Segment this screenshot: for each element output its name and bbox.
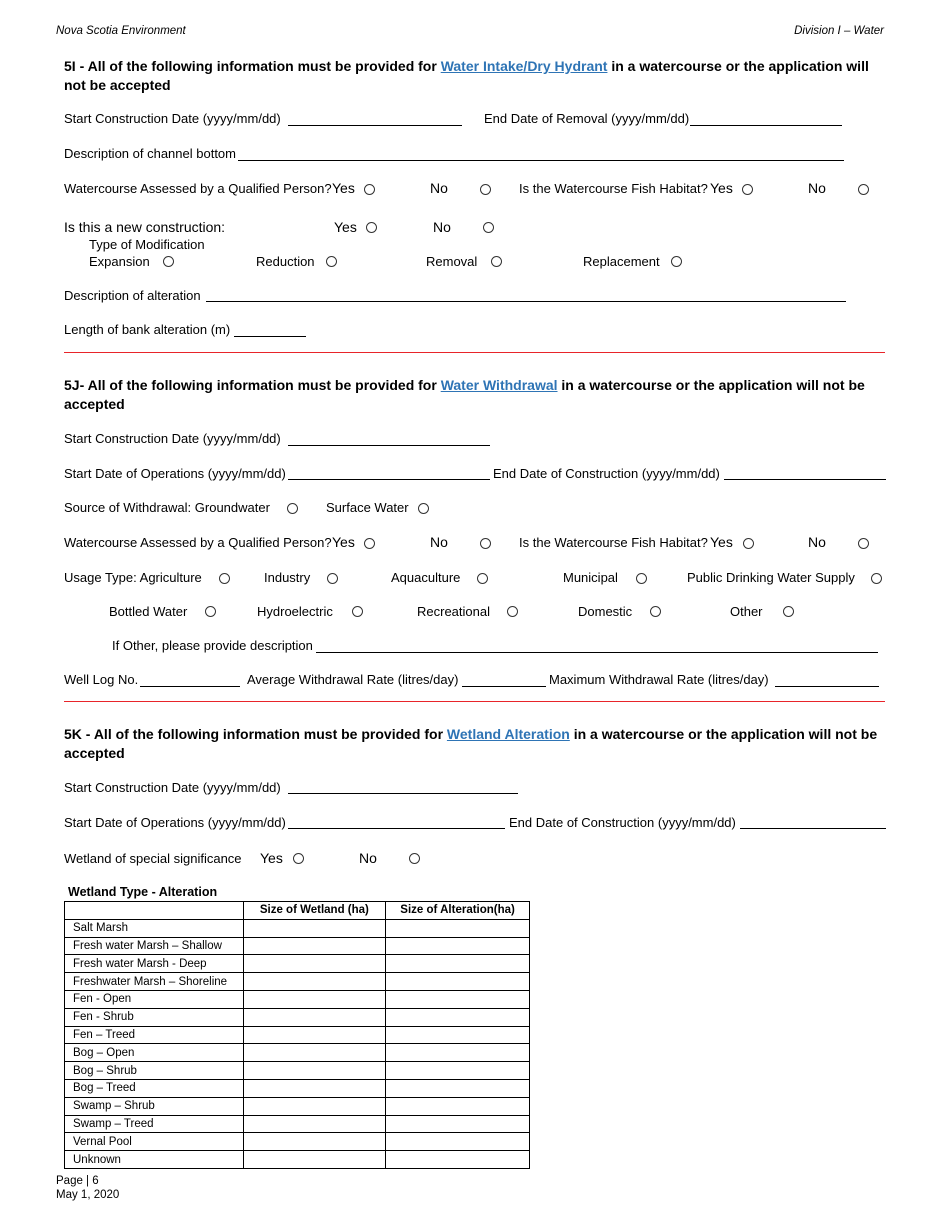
table-row xyxy=(65,955,530,973)
radio-assessed-no[interactable] xyxy=(480,538,491,549)
size-wetland-input[interactable] xyxy=(243,937,386,955)
wetland-table-title: Wetland Type - Alteration xyxy=(68,885,218,899)
wetland-type-cell: Bog – Open xyxy=(65,1044,244,1062)
label-yes: Yes xyxy=(334,219,357,235)
field-avg-rate[interactable] xyxy=(462,686,546,687)
label-end-removal: End Date of Removal (yyyy/mm/dd) xyxy=(484,111,690,126)
size-wetland-input[interactable] xyxy=(243,1026,386,1044)
radio-bottled-water[interactable] xyxy=(205,606,216,617)
size-alteration-input[interactable] xyxy=(386,1026,530,1044)
radio-removal[interactable] xyxy=(491,256,502,267)
wetland-type-cell: Bog – Treed xyxy=(65,1079,244,1097)
size-alteration-input[interactable] xyxy=(386,1115,530,1133)
label-max-rate: Maximum Withdrawal Rate (litres/day) xyxy=(549,672,769,687)
radio-fish-no[interactable] xyxy=(858,184,869,195)
size-alteration-input[interactable] xyxy=(386,1062,530,1080)
field-channel-bottom[interactable] xyxy=(238,160,844,161)
header-cell-blank xyxy=(65,902,244,920)
label-domestic: Domestic xyxy=(578,604,633,619)
field-other-desc[interactable] xyxy=(316,652,878,653)
radio-recreational[interactable] xyxy=(507,606,518,617)
wetland-type-cell: Bog – Shrub xyxy=(65,1062,244,1080)
section-divider xyxy=(64,701,885,702)
field-end-removal[interactable] xyxy=(690,125,842,126)
label-yes: Yes xyxy=(332,534,355,550)
section-5j-title: 5J- All of the following information must be provided for Water Withdrawal in a watercourse or the application will not be accepted xyxy=(64,377,865,412)
size-alteration-input[interactable] xyxy=(386,1151,530,1169)
label-yes: Yes xyxy=(260,850,283,866)
size-alteration-input[interactable] xyxy=(386,937,530,955)
label-yes: Yes xyxy=(710,534,733,550)
size-alteration-input[interactable] xyxy=(386,919,530,937)
label-no: No xyxy=(430,180,448,196)
label-end-construction: End Date of Construction (yyyy/mm/dd) xyxy=(493,466,720,481)
table-row xyxy=(65,990,530,1008)
wetland-type-cell: Swamp – Treed xyxy=(65,1115,244,1133)
radio-surface-water[interactable] xyxy=(418,503,429,514)
radio-domestic[interactable] xyxy=(650,606,661,617)
footer-date: May 1, 2020 xyxy=(56,1189,120,1201)
header-size-alteration: Size of Alteration(ha) xyxy=(386,902,530,920)
radio-industry[interactable] xyxy=(327,573,338,584)
table-row xyxy=(65,1026,530,1044)
label-hydroelectric: Hydroelectric xyxy=(257,604,333,619)
size-wetland-input[interactable] xyxy=(243,1008,386,1026)
size-wetland-input[interactable] xyxy=(243,1097,386,1115)
header-org: Nova Scotia Environment xyxy=(56,25,186,37)
radio-expansion[interactable] xyxy=(163,256,174,267)
table-row xyxy=(65,937,530,955)
radio-fish-no[interactable] xyxy=(858,538,869,549)
size-wetland-input[interactable] xyxy=(243,1115,386,1133)
size-alteration-input[interactable] xyxy=(386,1097,530,1115)
wetland-table xyxy=(64,901,530,1169)
header-size-wetland: Size of Wetland (ha) xyxy=(243,902,386,920)
label-start-construction: Start Construction Date (yyyy/mm/dd) xyxy=(64,431,281,446)
label-alteration-desc: Description of alteration xyxy=(64,288,201,303)
label-start-construction: Start Construction Date (yyyy/mm/dd) xyxy=(64,780,281,795)
field-start-construction[interactable] xyxy=(288,445,490,446)
footer-page: Page | 6 xyxy=(56,1175,99,1187)
label-no: No xyxy=(430,534,448,550)
radio-agriculture[interactable] xyxy=(219,573,230,584)
label-start-operations: Start Date of Operations (yyyy/mm/dd) xyxy=(64,466,286,481)
table-row xyxy=(65,1008,530,1026)
label-type-modification: Type of Modification xyxy=(89,237,205,252)
label-other: Other xyxy=(730,604,763,619)
size-alteration-input[interactable] xyxy=(386,1044,530,1062)
radio-fish-yes[interactable] xyxy=(742,184,753,195)
size-wetland-input[interactable] xyxy=(243,973,386,991)
label-channel-bottom: Description of channel bottom xyxy=(64,146,236,161)
field-start-construction[interactable] xyxy=(288,793,518,794)
table-row xyxy=(65,1062,530,1080)
size-wetland-input[interactable] xyxy=(243,955,386,973)
section-5i-title: 5I - All of the following information must be provided for Water Intake/Dry Hydrant in a watercourse or the application will not be accepted xyxy=(64,58,869,93)
wetland-type-cell: Salt Marsh xyxy=(65,919,244,937)
size-wetland-input[interactable] xyxy=(243,990,386,1008)
wetland-type-cell: Fresh water Marsh – Shallow xyxy=(65,937,244,955)
field-alteration-desc[interactable] xyxy=(206,301,846,302)
label-bank-length: Length of bank alteration (m) xyxy=(64,322,231,337)
label-fish-habitat: Is the Watercourse Fish Habitat? xyxy=(519,181,708,196)
wetland-type-cell: Freshwater Marsh – Shoreline xyxy=(65,973,244,991)
table-row xyxy=(65,919,530,937)
wetland-type-cell: Swamp – Shrub xyxy=(65,1097,244,1115)
field-well-log[interactable] xyxy=(140,686,240,687)
section-5k-title: 5K - All of the following information must be provided for Wetland Alteration in a watercourse or the application will not be accepted xyxy=(64,726,878,761)
label-expansion: Expansion xyxy=(89,254,150,269)
radio-aquaculture[interactable] xyxy=(477,573,488,584)
table-row xyxy=(65,1044,530,1062)
radio-other[interactable] xyxy=(783,606,794,617)
label-no: No xyxy=(433,219,451,235)
size-wetland-input[interactable] xyxy=(243,1133,386,1151)
label-replacement: Replacement xyxy=(583,254,660,269)
table-row xyxy=(65,1097,530,1115)
size-alteration-input[interactable] xyxy=(386,955,530,973)
section-divider xyxy=(64,352,885,353)
label-source-groundwater: Source of Withdrawal: Groundwater xyxy=(64,500,270,515)
radio-assessed-yes[interactable] xyxy=(364,184,375,195)
link-water-intake[interactable]: Water Intake/Dry Hydrant xyxy=(440,58,608,74)
radio-special-no[interactable] xyxy=(409,853,420,864)
label-start-construction: Start Construction Date (yyyy/mm/dd) xyxy=(64,111,281,126)
wetland-type-cell: Fen - Open xyxy=(65,990,244,1008)
size-wetland-input[interactable] xyxy=(243,1079,386,1097)
label-new-construction: Is this a new construction: xyxy=(64,219,226,235)
label-assessed: Watercourse Assessed by a Qualified Person? xyxy=(64,535,332,550)
radio-groundwater[interactable] xyxy=(287,503,298,514)
wetland-type-cell: Fen - Shrub xyxy=(65,1008,244,1026)
label-no: No xyxy=(808,534,826,550)
label-surface-water: Surface Water xyxy=(326,500,409,515)
radio-reduction[interactable] xyxy=(326,256,337,267)
label-yes: Yes xyxy=(710,180,733,196)
header-division: Division I – Water xyxy=(794,25,884,37)
table-row xyxy=(65,1133,530,1151)
label-well-log: Well Log No. xyxy=(64,672,139,687)
label-no: No xyxy=(359,850,377,866)
wetland-type-cell: Unknown xyxy=(65,1151,244,1169)
link-wetland-alteration[interactable]: Wetland Alteration xyxy=(446,726,570,742)
label-usage-agriculture: Usage Type: Agriculture xyxy=(64,570,202,585)
radio-new-no[interactable] xyxy=(483,222,494,233)
label-industry: Industry xyxy=(264,570,311,585)
field-start-operations[interactable] xyxy=(288,479,490,480)
field-start-construction[interactable] xyxy=(288,125,462,126)
radio-new-yes[interactable] xyxy=(366,222,377,233)
label-other-desc: If Other, please provide description xyxy=(112,638,313,653)
size-alteration-input[interactable] xyxy=(386,1133,530,1151)
radio-fish-yes[interactable] xyxy=(743,538,754,549)
label-end-construction: End Date of Construction (yyyy/mm/dd) xyxy=(509,815,736,830)
radio-municipal[interactable] xyxy=(636,573,647,584)
size-alteration-input[interactable] xyxy=(386,973,530,991)
table-row xyxy=(65,1151,530,1169)
field-start-operations[interactable] xyxy=(288,828,505,829)
wetland-type-cell: Vernal Pool xyxy=(65,1133,244,1151)
link-water-withdrawal[interactable]: Water Withdrawal xyxy=(440,377,558,393)
label-special-significance: Wetland of special significance xyxy=(64,851,242,866)
label-bottled-water: Bottled Water xyxy=(109,604,188,619)
label-public-drinking: Public Drinking Water Supply xyxy=(687,570,855,585)
label-start-operations: Start Date of Operations (yyyy/mm/dd) xyxy=(64,815,286,830)
label-yes: Yes xyxy=(332,180,355,196)
label-no: No xyxy=(808,180,826,196)
field-bank-length[interactable] xyxy=(234,336,306,337)
table-row xyxy=(65,973,530,991)
label-fish-habitat: Is the Watercourse Fish Habitat? xyxy=(519,535,708,550)
wetland-type-cell: Fresh water Marsh - Deep xyxy=(65,955,244,973)
label-reduction: Reduction xyxy=(256,254,315,269)
radio-public-drinking[interactable] xyxy=(871,573,882,584)
size-alteration-input[interactable] xyxy=(386,1079,530,1097)
size-alteration-input[interactable] xyxy=(386,1008,530,1026)
field-end-construction[interactable] xyxy=(724,479,886,480)
radio-hydroelectric[interactable] xyxy=(352,606,363,617)
field-end-construction[interactable] xyxy=(740,828,886,829)
size-wetland-input[interactable] xyxy=(243,1062,386,1080)
table-row xyxy=(65,1079,530,1097)
size-alteration-input[interactable] xyxy=(386,990,530,1008)
label-avg-rate: Average Withdrawal Rate (litres/day) xyxy=(247,672,459,687)
size-wetland-input[interactable] xyxy=(243,1151,386,1169)
field-max-rate[interactable] xyxy=(775,686,879,687)
radio-assessed-no[interactable] xyxy=(480,184,491,195)
label-assessed: Watercourse Assessed by a Qualified Person? xyxy=(64,181,332,196)
label-recreational: Recreational xyxy=(417,604,490,619)
wetland-type-cell: Fen – Treed xyxy=(65,1026,244,1044)
radio-assessed-yes[interactable] xyxy=(364,538,375,549)
size-wetland-input[interactable] xyxy=(243,919,386,937)
label-aquaculture: Aquaculture xyxy=(391,570,461,585)
radio-special-yes[interactable] xyxy=(293,853,304,864)
label-municipal: Municipal xyxy=(563,570,618,585)
table-header-row xyxy=(65,902,530,920)
label-removal: Removal xyxy=(426,254,478,269)
radio-replacement[interactable] xyxy=(671,256,682,267)
size-wetland-input[interactable] xyxy=(243,1044,386,1062)
table-row xyxy=(65,1115,530,1133)
